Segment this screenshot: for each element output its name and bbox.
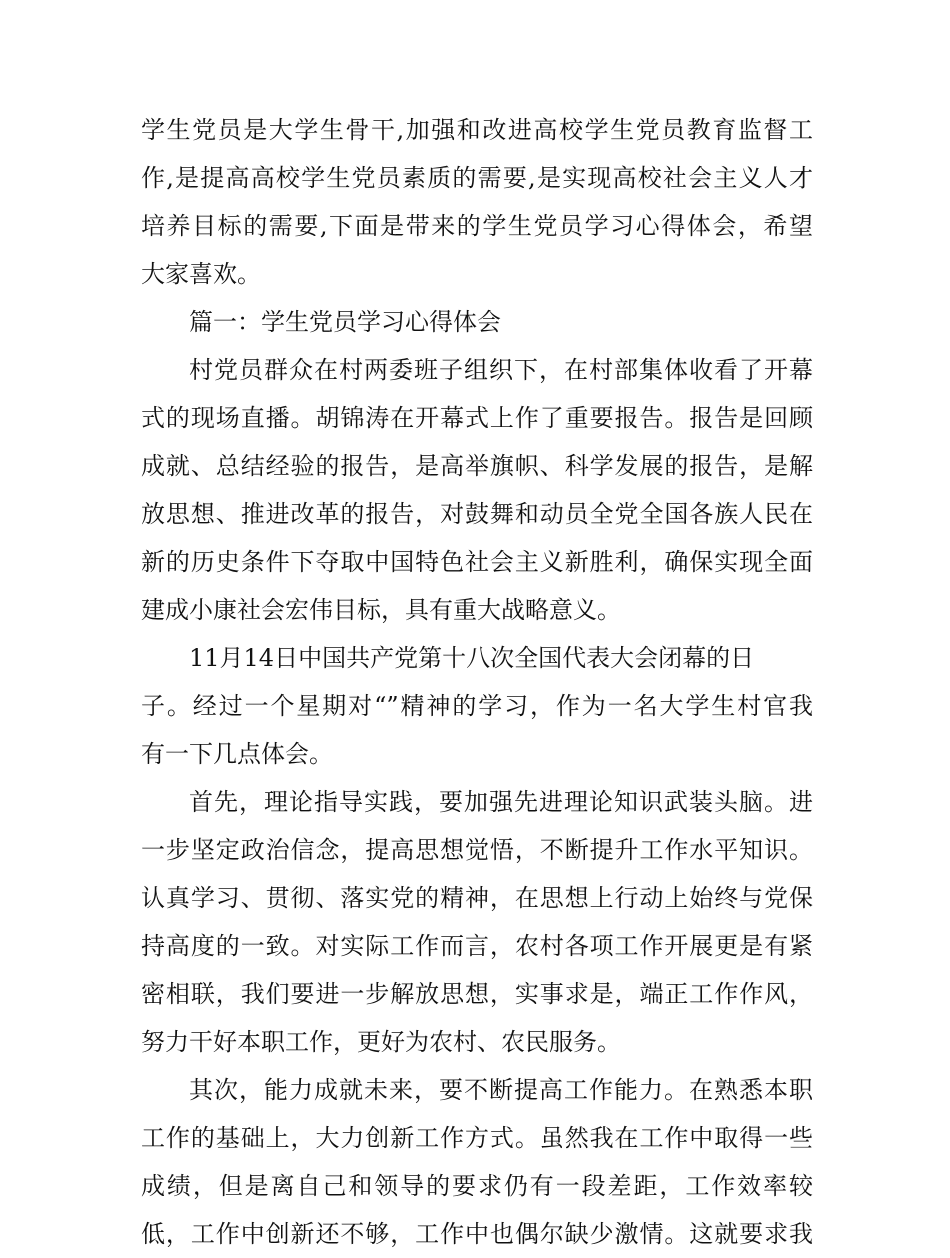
p4-line-2: 工作的基础上，大力创新工作方式。虽然我在工作中取得一些: [141, 1124, 813, 1152]
p4-line-4: 低，工作中创新还不够，工作中也偶尔缺少激情。这就要求我: [141, 1220, 813, 1248]
intro-line-4: 大家喜欢。: [141, 260, 261, 288]
p3-line-3: 认真学习、贯彻、落实党的精神，在思想上行动上始终与党保: [141, 884, 813, 912]
p3-line-2: 一步坚定政治信念，提高思想觉悟，不断提升工作水平知识。: [141, 836, 813, 864]
p3-line-1: 首先，理论指导实践，要加强先进理论知识武装头脑。进: [189, 788, 813, 816]
section-heading: 篇一：学生党员学习心得体会: [189, 308, 501, 336]
p2-line-3: 有一下几点体会。: [141, 740, 333, 768]
p1-line-1: 村党员群众在村两委班子组织下，在村部集体收看了开幕: [189, 356, 813, 384]
intro-line-1: 学生党员是大学生骨干,加强和改进高校学生党员教育监督工: [141, 116, 813, 144]
document-body: [141, 106, 813, 1258]
intro-line-2: 作,是提高高校学生党员素质的需要,是实现高校社会主义人才: [141, 164, 813, 192]
p1-line-6: 建成小康社会宏伟目标，具有重大战略意义。: [141, 596, 621, 624]
intro-line-3: 培养目标的需要,下面是带来的学生党员学习心得体会，希望: [141, 212, 813, 240]
p4-line-3: 成绩，但是离自己和领导的要求仍有一段差距，工作效率较: [141, 1172, 813, 1200]
p1-line-3: 成就、总结经验的报告，是高举旗帜、科学发展的报告，是解: [141, 452, 813, 480]
p3-line-4: 持高度的一致。对实际工作而言，农村各项工作开展更是有紧: [141, 932, 813, 960]
p3-line-6: 努力干好本职工作，更好为农村、农民服务。: [141, 1028, 621, 1056]
p4-line-1: 其次，能力成就未来，要不断提高工作能力。在熟悉本职: [189, 1076, 813, 1104]
p2-line-2: 子。经过一个星期对“”精神的学习，作为一名大学生村官我: [141, 692, 813, 720]
p1-line-4: 放思想、推进改革的报告，对鼓舞和动员全党全国各族人民在: [141, 500, 813, 528]
p1-line-2: 式的现场直播。胡锦涛在开幕式上作了重要报告。报告是回顾: [141, 404, 813, 432]
p1-line-5: 新的历史条件下夺取中国特色社会主义新胜利，确保实现全面: [141, 548, 813, 576]
p3-line-5: 密相联，我们要进一步解放思想，实事求是，端正工作作风，: [141, 980, 813, 1008]
p2-line-1: 11月14日中国共产党第十八次全国代表大会闭幕的日: [189, 644, 755, 672]
